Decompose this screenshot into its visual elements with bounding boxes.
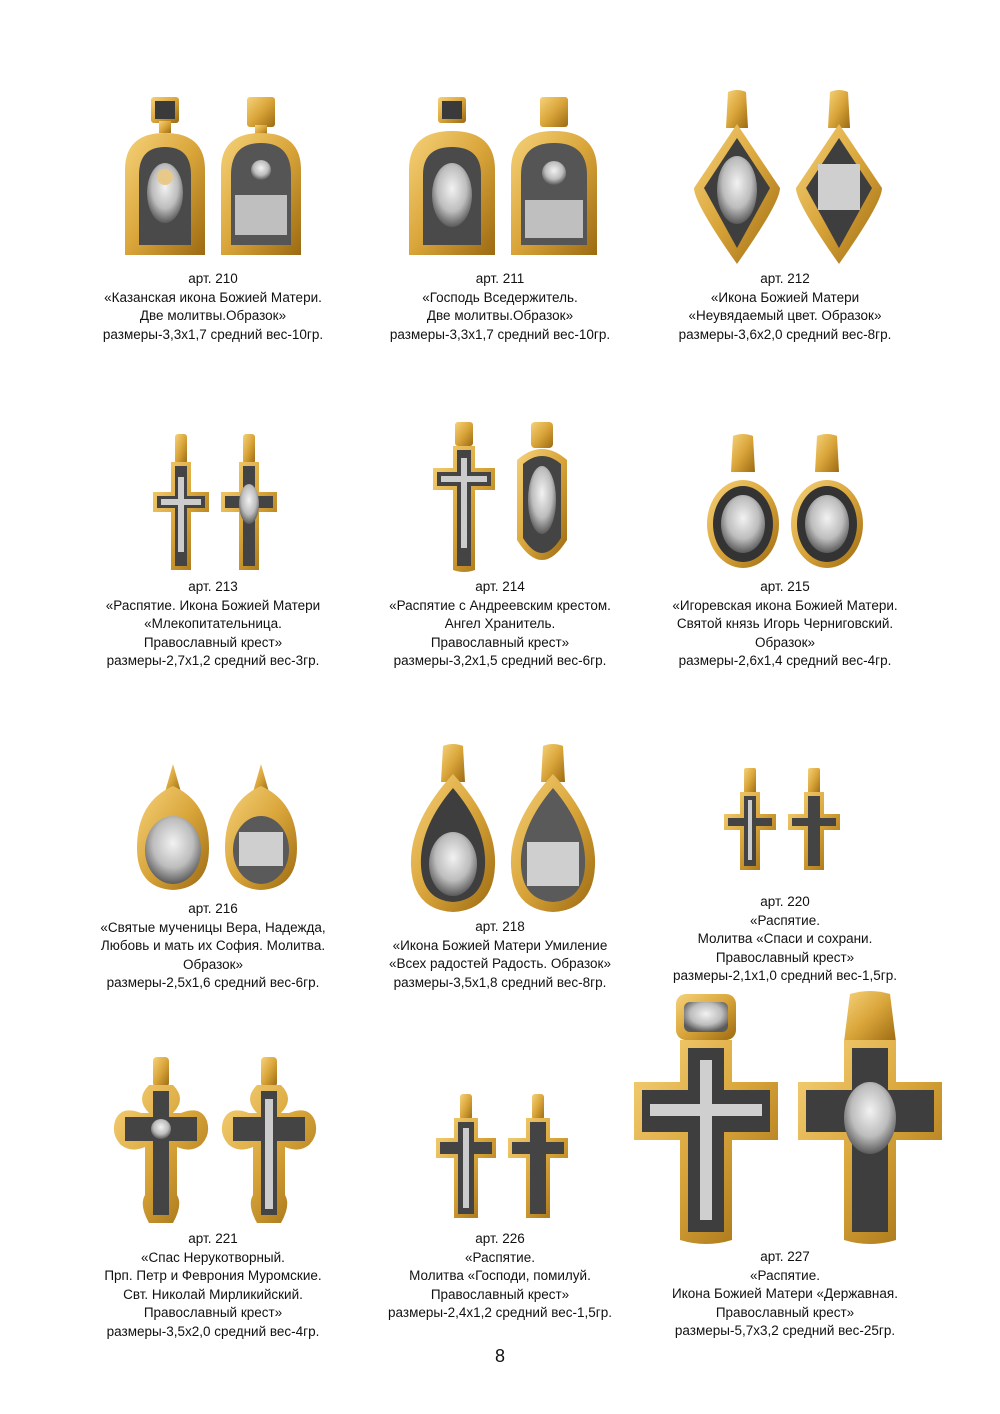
cross-back-image — [506, 1092, 570, 1220]
cross-front-image — [434, 1092, 498, 1220]
caption-line: «Святые мученицы Вера, Надежда, — [100, 919, 326, 935]
medallion-back-image — [789, 432, 865, 572]
caption-line: Молитва «Спаси и сохрани. — [697, 931, 873, 946]
caption-212 — [635, 270, 935, 344]
medallion-back-image — [221, 762, 301, 892]
article-number: арт. 218 — [475, 919, 525, 934]
caption-line: размеры-2,6х1,4 средний вес-4гр. — [678, 653, 892, 668]
caption-215 — [635, 578, 935, 671]
product-image-221 — [110, 1055, 320, 1227]
caption-210 — [63, 270, 363, 344]
caption-line: Православный крест» — [715, 1304, 855, 1320]
caption-line: размеры-5,7х3,2 средний вес-25гр. — [674, 1323, 896, 1338]
caption-line: «Неувядаемый цвет. Образок» — [688, 308, 882, 323]
caption-line: «Спас Нерукотворный. — [141, 1249, 285, 1265]
caption-218 — [350, 918, 650, 992]
caption-line: Православный крест» — [430, 634, 570, 650]
caption-line: размеры-2,7х1,2 средний вес-3гр. — [106, 653, 320, 668]
caption-line: Святой князь Игорь Черниговский. — [676, 616, 894, 631]
caption-line: «Распятие с Андреевским крестом. — [389, 597, 611, 613]
caption-line: «Икона Божией Матери Умиление — [392, 937, 608, 953]
caption-line: Икона Божией Матери «Державная. — [672, 1286, 898, 1301]
article-number: арт. 213 — [188, 579, 238, 594]
cross-back-image — [786, 766, 842, 872]
article-number: арт. 227 — [760, 1249, 810, 1264]
caption-line: «Распятие. Икона Божией Матери — [105, 597, 321, 613]
caption-line: «Распятие. — [750, 1267, 820, 1283]
caption-214 — [350, 578, 650, 671]
product-image-210 — [118, 95, 308, 260]
caption-line: размеры-2,5х1,6 средний вес-6гр. — [106, 975, 320, 990]
article-number: арт. 216 — [188, 901, 238, 916]
medallion-front-image — [133, 762, 213, 892]
pendant-front-image — [405, 95, 499, 260]
caption-line: «Казанская икона Божией Матери. — [104, 289, 322, 305]
cross-back-image — [219, 1055, 319, 1227]
article-number: арт. 214 — [475, 579, 525, 594]
caption-line: «Игоревская икона Божией Матери. — [672, 597, 898, 613]
teardrop-front-image — [407, 742, 499, 914]
caption-line: «Всех радостей Радость. Образок» — [389, 956, 611, 971]
caption-line: Православный крест» — [430, 1286, 570, 1302]
product-image-218 — [405, 742, 600, 914]
caption-220 — [635, 893, 935, 986]
pendant-back-image — [792, 88, 886, 268]
caption-line: Образок» — [754, 634, 816, 650]
caption-line: размеры-3,6х2,0 средний вес-8гр. — [678, 326, 892, 342]
caption-226 — [350, 1230, 650, 1323]
caption-line: Прп. Петр и Феврония Муромские. — [104, 1268, 322, 1283]
caption-line: Образок» — [182, 956, 244, 972]
product-image-216 — [132, 762, 302, 892]
caption-line: размеры-3,3х1,7 средний вес-10гр. — [102, 326, 324, 342]
cross-front-image — [628, 990, 784, 1248]
pendant-back-image — [217, 95, 305, 260]
caption-213 — [63, 578, 363, 671]
caption-line: размеры-3,5х2,0 средний вес-4гр. — [106, 1323, 320, 1339]
product-image-226 — [432, 1092, 572, 1220]
cross-front-image — [429, 420, 499, 575]
caption-line: «Распятие. — [465, 1249, 535, 1265]
caption-line: Свт. Николай Мирликийский. — [123, 1286, 303, 1302]
caption-line: Любовь и мать их София. Молитва. — [100, 938, 326, 953]
cross-front-image — [722, 766, 778, 872]
caption-line: размеры-2,1х1,0 средний вес-1,5гр. — [673, 968, 897, 983]
caption-line: «Икона Божией Матери — [710, 289, 860, 305]
caption-221 — [63, 1230, 363, 1341]
caption-line: размеры-2,4х1,2 средний вес-1,5гр. — [388, 1305, 612, 1320]
cross-front-image — [111, 1055, 211, 1227]
product-image-211 — [403, 95, 603, 260]
cross-front-image — [151, 432, 211, 572]
caption-line: Молитва «Господи, помилуй. — [409, 1268, 591, 1283]
article-number: арт. 215 — [760, 579, 810, 594]
caption-line: «Господь Вседержитель. — [422, 289, 578, 305]
caption-line: размеры-3,5х1,8 средний вес-8гр. — [393, 974, 607, 990]
cross-back-image — [792, 990, 948, 1248]
product-image-227 — [628, 990, 948, 1248]
product-image-212 — [688, 88, 888, 268]
caption-line: Две молитвы.Образок» — [426, 308, 574, 323]
cross-back-image — [219, 432, 279, 572]
medallion-front-image — [705, 432, 781, 572]
product-image-220 — [722, 766, 842, 872]
teardrop-back-image — [507, 742, 599, 914]
product-image-213 — [140, 432, 290, 572]
product-image-214 — [420, 420, 585, 575]
caption-line: «Млекопитательница. — [144, 616, 282, 631]
article-number: арт. 226 — [475, 1231, 525, 1246]
caption-line: размеры-3,3х1,7 средний вес-10гр. — [389, 326, 611, 342]
caption-line: Православный крест» — [143, 1305, 283, 1320]
pendant-front-image — [690, 88, 784, 268]
pendant-back-image — [507, 420, 577, 575]
caption-line: Православный крест» — [715, 949, 855, 965]
pendant-back-image — [507, 95, 601, 260]
caption-227 — [635, 1248, 935, 1341]
article-number: арт. 212 — [760, 271, 810, 286]
caption-line: Ангел Хранитель. — [444, 616, 556, 631]
article-number: арт. 221 — [188, 1231, 238, 1246]
caption-211 — [350, 270, 650, 344]
caption-line: размеры-3,2х1,5 средний вес-6гр. — [393, 653, 607, 668]
article-number: арт. 211 — [475, 271, 525, 286]
product-image-215 — [700, 432, 870, 572]
article-number: арт. 220 — [760, 894, 810, 909]
caption-line: Православный крест» — [143, 634, 283, 650]
caption-line: Две молитвы.Образок» — [139, 308, 287, 323]
caption-216 — [63, 900, 363, 993]
article-number: арт. 210 — [188, 271, 238, 286]
caption-line: «Распятие. — [750, 912, 820, 928]
page-number: 8 — [494, 1346, 505, 1366]
pendant-front-image — [121, 95, 209, 260]
